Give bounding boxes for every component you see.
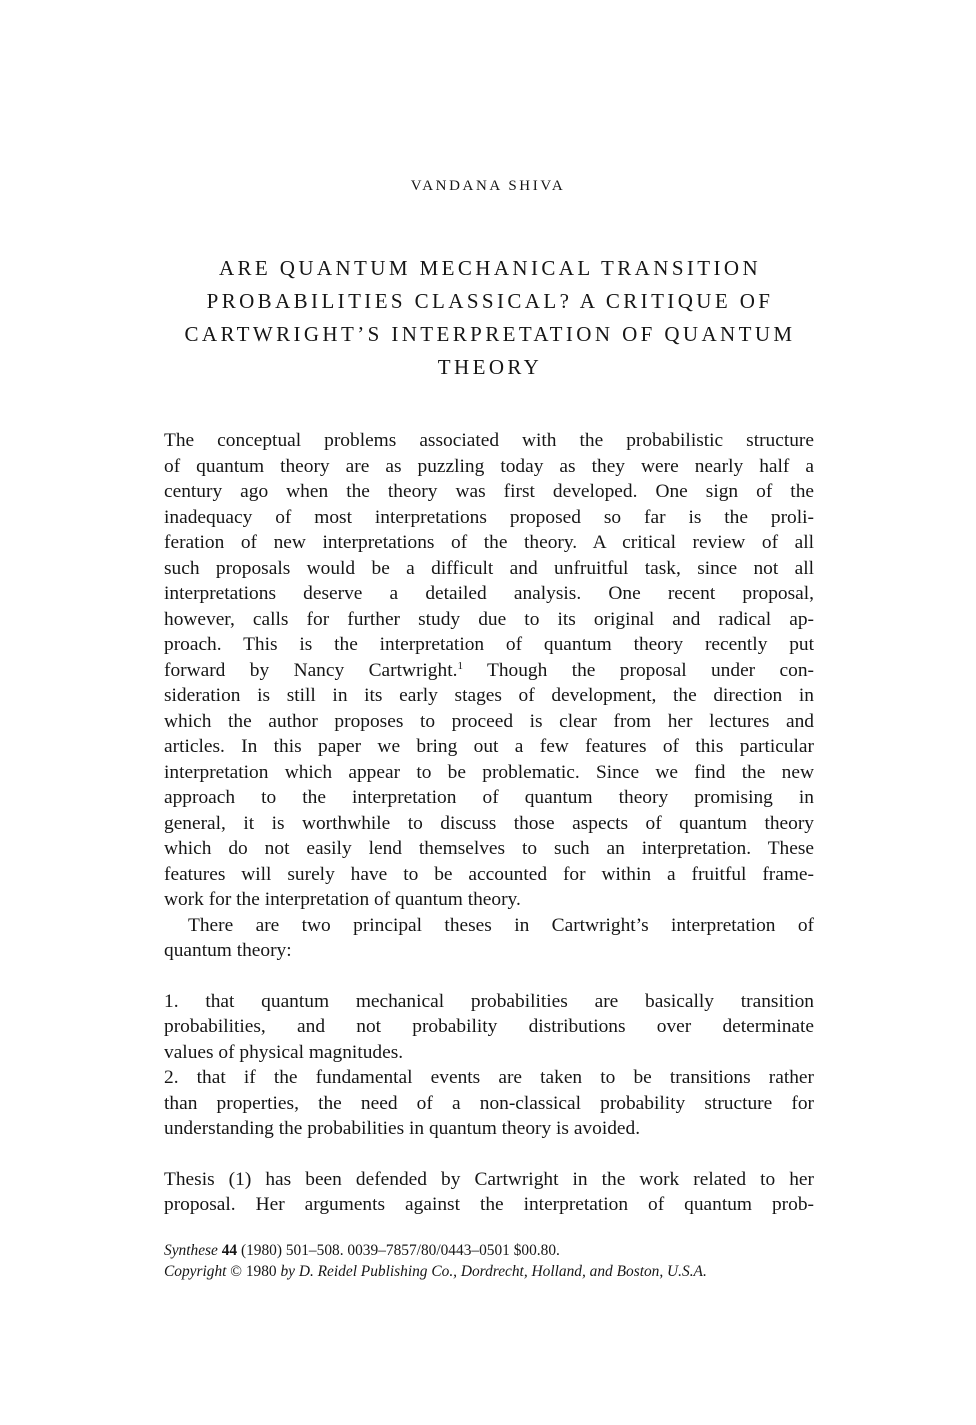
text-line: sideration is still in its early stages of development, the direction in bbox=[164, 685, 814, 706]
paragraph-theses-intro bbox=[164, 913, 814, 964]
text-line: inadequacy of most interpretations proposed so far is the proli- bbox=[164, 506, 814, 528]
text-line: of quantum theory are as puzzling today as they were nearly half a bbox=[164, 455, 814, 477]
text-line: interpretations deserve a detailed analysis. One recent proposal, bbox=[164, 583, 814, 604]
text-fragment: Though the proposal under con- bbox=[487, 659, 814, 681]
text-line: 2. that if the fundamental events are taken to be transitions rather bbox=[164, 1067, 814, 1088]
article-title bbox=[140, 252, 840, 384]
spacer bbox=[164, 1142, 814, 1167]
text-line: work for the interpretation of quantum theory. bbox=[164, 889, 521, 910]
publication-footer bbox=[164, 1240, 814, 1282]
text-line: features will surely have to be accounted for within a fruitful frame- bbox=[164, 863, 814, 885]
paragraph-thesis-defense bbox=[164, 1167, 814, 1218]
text-line: such proposals would be a difficult and unfruitful task, since not all bbox=[164, 557, 814, 579]
copyright-label: Copyright bbox=[164, 1263, 227, 1280]
text-line: probabilities, and not probability distributions over determinate bbox=[164, 1016, 814, 1037]
title-line: CARTWRIGHT’S INTERPRETATION OF QUANTUM bbox=[184, 322, 796, 346]
title-line: PROBABILITIES CLASSICAL? A CRITIQUE OF bbox=[206, 289, 774, 313]
citation-details: (1980) 501–508. 0039–7857/80/0443–0501 $00.80. bbox=[240, 1242, 560, 1259]
spacer bbox=[164, 964, 814, 989]
text-line: however, calls for further study due to its original and radical ap- bbox=[164, 608, 814, 630]
text-line: general, it is worthwhile to discuss those aspects of quantum theory bbox=[164, 812, 814, 834]
copyright-year: © 1980 bbox=[230, 1263, 277, 1280]
text-line: interpretation which appear to be problematic. Since we find the new bbox=[164, 761, 814, 783]
text-line: Thesis (1) has been defended by Cartwright in the work related to her bbox=[164, 1168, 814, 1190]
text-line: values of physical magnitudes. bbox=[164, 1041, 404, 1063]
article-body bbox=[164, 428, 814, 1218]
footnote-marker: 1 bbox=[457, 659, 463, 672]
journal-name: Synthese bbox=[164, 1242, 218, 1259]
copyright-line bbox=[164, 1261, 814, 1282]
text-line: than properties, the need of a non-classical probability structure for bbox=[164, 1092, 814, 1114]
title-line: ARE QUANTUM MECHANICAL TRANSITION bbox=[218, 256, 762, 280]
text-line: which do not easily lend themselves to such an interpretation. These bbox=[164, 838, 814, 859]
list-item bbox=[164, 989, 814, 1066]
text-line: articles. In this paper we bring out a few features of this particular bbox=[164, 736, 814, 757]
text-line: proach. This is the interpretation of quantum theory recently put bbox=[164, 634, 814, 655]
text-line: 1. that quantum mechanical probabilities are basically transition bbox=[164, 990, 814, 1012]
title-line: THEORY bbox=[437, 355, 543, 379]
publisher-info: by D. Reidel Publishing Co., Dordrecht, Holland, and Boston, U.S.A. bbox=[280, 1263, 707, 1280]
thesis-list bbox=[164, 989, 814, 1142]
paragraph-intro bbox=[164, 428, 814, 913]
text-line: There are two principal theses in Cartwright’s interpretation of bbox=[188, 914, 814, 936]
text-line: The conceptual problems associated with the probabilistic structure bbox=[164, 430, 814, 451]
author-name: VANDANA SHIVA bbox=[410, 178, 566, 194]
text-line: quantum theory: bbox=[164, 940, 292, 961]
text-line: which the author proposes to proceed is clear from her lectures and bbox=[164, 710, 814, 732]
text-line: understanding the probabilities in quantum theory is avoided. bbox=[164, 1118, 641, 1139]
text-line: approach to the interpretation of quantum theory promising in bbox=[164, 787, 814, 808]
text-line: feration of new interpretations of the theory. A critical review of all bbox=[164, 532, 814, 553]
list-item bbox=[164, 1065, 814, 1142]
text-fragment: forward by Nancy Cartwright. bbox=[164, 659, 458, 681]
text-line bbox=[164, 658, 814, 684]
volume-number: 44 bbox=[221, 1242, 238, 1259]
citation-line bbox=[164, 1240, 814, 1261]
text-line: century ago when the theory was first developed. One sign of the bbox=[164, 481, 814, 502]
text-line: proposal. Her arguments against the interpretation of quantum prob- bbox=[164, 1194, 814, 1215]
